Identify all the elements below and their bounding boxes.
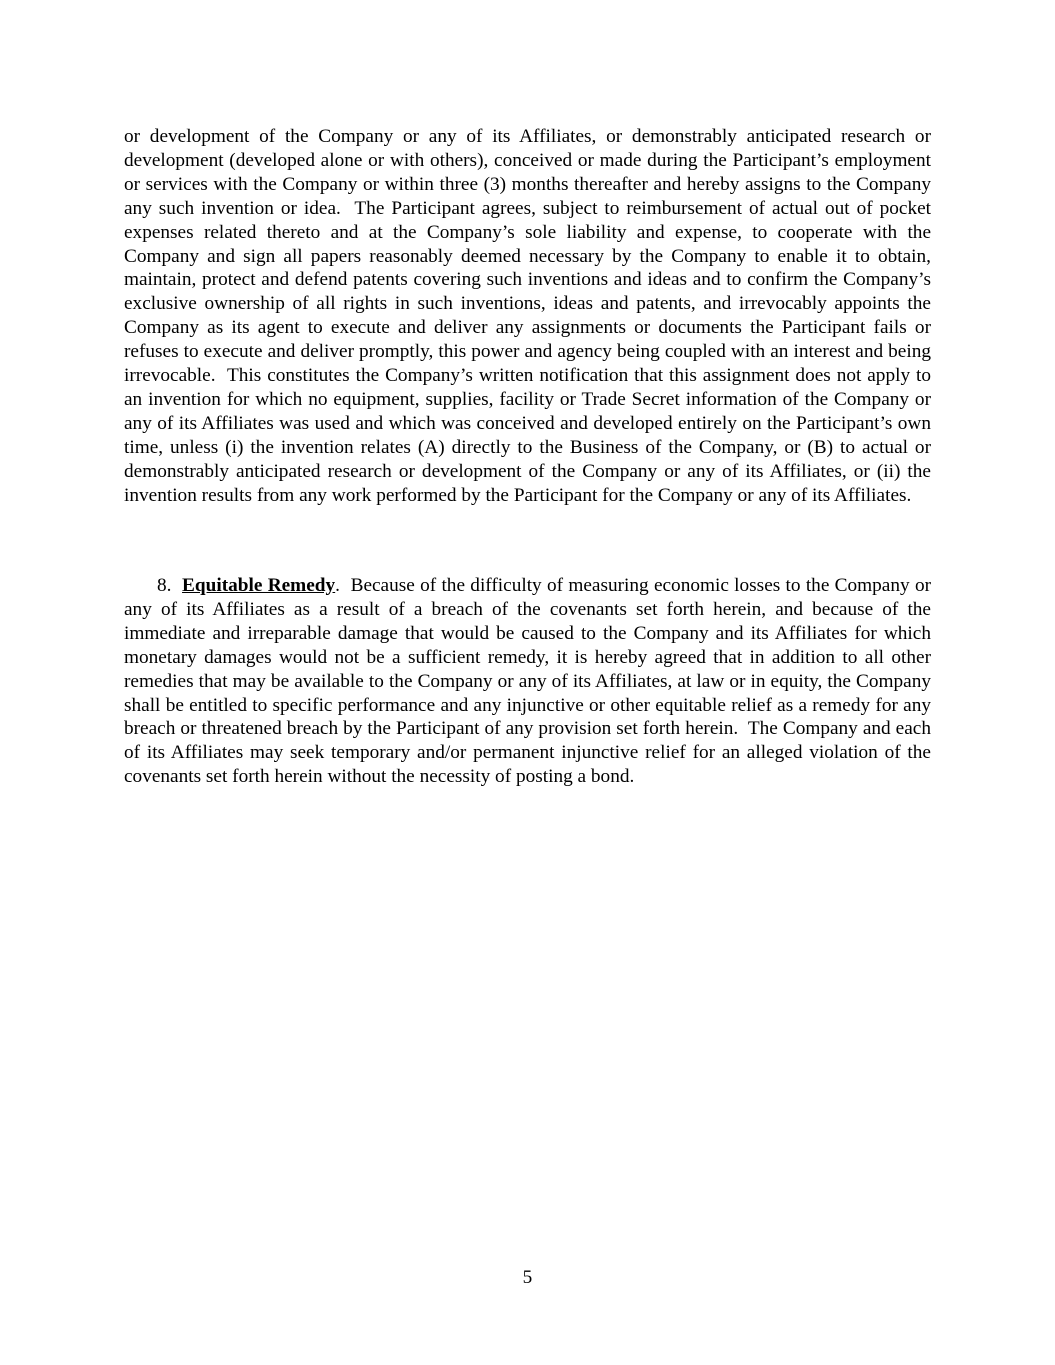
section-number: 8.	[157, 575, 172, 596]
section-body-text: Because of the difficulty of measuring economic losses to the Company or any of its Affiliates as a result of a breach of the covenants set forth herein, and because of the immediate and irreparable damage that would be caused to the Company and its Affiliates for which monetary damages would not be a sufficient remedy, it is hereby agreed that in addition to all other remedies that may be available to the Company or any of its Affiliates, at law or in equity, the Company shall be entitled to specific performance and any injunctive or other equitable relief as a remedy for any breach or threatened breach by the Participant of any provision set forth herein. The Company and each of its Affiliates may seek temporary and/or permanent injunctive relief for an alleged violation of the covenants set forth herein without the necessity of posting a bond.	[124, 575, 931, 788]
page-number: 5	[522, 1267, 533, 1288]
section-8-equitable-remedy	[124, 574, 931, 789]
paragraph-invention-assignment: or development of the Company or any of its Affiliates, or demonstrably anticipated research or development (developed alone or with others), conceived or made during the Participant’s employment or services with the Company or within three (3) months thereafter and hereby assigns to the Company any such invention or idea. The Participant agrees, subject to reimbursement of actual out of pocket expenses related thereto and at the Company’s sole liability and expense, to cooperate with the Company and sign all papers reasonably deemed necessary by the Company to enable it to obtain, maintain, protect and defend patents covering such inventions and ideas and to confirm the Company’s exclusive ownership of all rights in such inventions, ideas and patents, and irrevocably appoints the Company as its agent to execute and deliver any assignments or documents the Participant fails or refuses to execute and deliver promptly, this power and agency being coupled with an interest and being irrevocable. This constitutes the Company’s written notification that this assignment does not apply to an invention for which no equipment, supplies, facility or Trade Secret information of the Company or any of its Affiliates was used and which was conceived and developed entirely on the Participant’s own time, unless (i) the invention relates (A) directly to the Business of the Company, or (B) to actual or demonstrably anticipated research or development of the Company or any of its Affiliates, or (ii) the invention results from any work performed by the Participant for the Company or any of its Affiliates.	[124, 126, 931, 506]
section-heading: Equitable Remedy	[182, 575, 336, 596]
section-heading-suffix: .	[335, 575, 340, 596]
